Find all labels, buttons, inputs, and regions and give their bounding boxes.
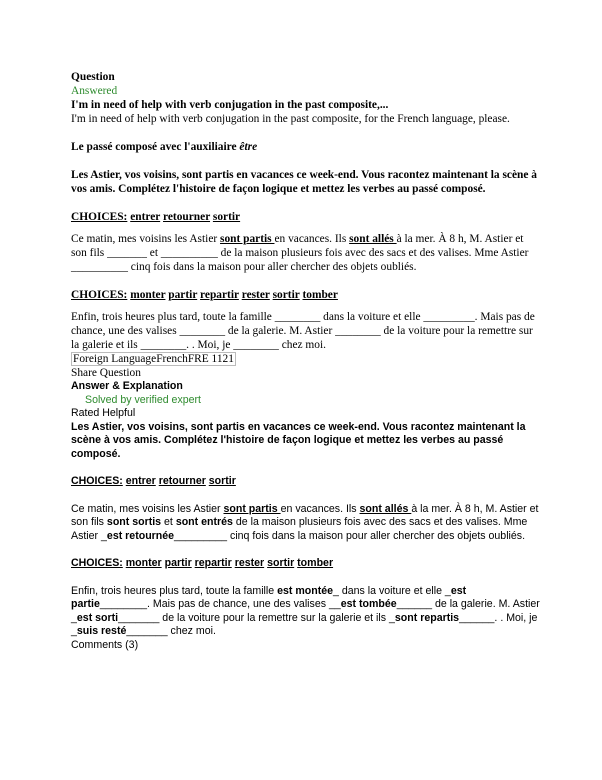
- choices-label: CHOICES:: [71, 289, 128, 301]
- answer-verb: sont repartis: [394, 611, 460, 624]
- text-run: ________. Mais pas de chance, une des valises __: [99, 598, 341, 610]
- choice-word: tomber: [302, 289, 338, 301]
- question-choices-2: [71, 288, 541, 302]
- document-page: [71, 70, 541, 652]
- answered-status: Answered: [71, 85, 118, 97]
- answer-instructions: Les Astier, vos voisins, sont partis en vacances ce week-end. Vous racontez maintenant la scène à vos amis. Complétez l'histoire de façon logique et mettez les verbes au passé composé.: [71, 420, 526, 460]
- question-paragraph-1: [71, 232, 541, 274]
- choice-word: entrer: [125, 475, 156, 487]
- text-run: en vacances. Ils: [274, 233, 350, 245]
- subtitle-emphasis: être: [239, 141, 258, 153]
- answer-heading: Answer & Explanation: [71, 380, 183, 392]
- text-run: sont allés: [349, 233, 397, 245]
- subject-tags-link[interactable]: Foreign LanguageFrenchFRE 1121: [73, 353, 234, 365]
- text-run: _ dans la voiture et elle _: [333, 584, 451, 597]
- answer-verb: est montée: [277, 584, 334, 597]
- choice-word: rester: [241, 289, 270, 301]
- choice-word: sortir: [267, 557, 295, 569]
- question-instructions: Les Astier, vos voisins, sont partis en vacances ce week-end. Vous racontez maintenant la scène à vos amis. Complétez l'histoire de façon logique et mettez les verbes au passé composé.: [71, 169, 537, 195]
- text-run: Ce matin, mes voisins les Astier: [71, 233, 221, 245]
- choice-word: entrer: [130, 211, 161, 223]
- text-run: _______ de la voiture pour la remettre sur la galerie et ils _: [118, 611, 395, 624]
- choice-word: sortir: [212, 211, 241, 223]
- choices-label: CHOICES:: [71, 557, 123, 569]
- text-run: en vacances. Ils: [280, 502, 360, 515]
- text-run: sont partis: [220, 233, 275, 245]
- answer-paragraph-2: [71, 585, 541, 639]
- choice-word: partir: [168, 289, 198, 301]
- choice-word: retourner: [158, 475, 206, 487]
- text-run: Ce matin, mes voisins les Astier: [71, 502, 224, 515]
- question-subtitle: [71, 140, 541, 154]
- answer-verb: est sorti: [76, 611, 119, 624]
- comments-link[interactable]: Comments (3): [71, 638, 139, 651]
- choice-word: sortir: [208, 475, 236, 487]
- answer-verb: sont sortis: [106, 516, 162, 528]
- text-run: _________ cinq fois dans la maison pour aller chercher des objets oubliés.: [174, 529, 526, 542]
- choice-word: partir: [164, 557, 192, 569]
- text-run: à la mer. À 8 h, M. Astier et son fils: [71, 502, 539, 528]
- rated-helpful: Rated Helpful: [71, 407, 136, 419]
- question-paragraph-2: Enfin, trois heures plus tard, toute la famille ________ dans la voiture et elle _________. Mais pas de chance, une des valises ________ de la galerie. M. Astier ________ de la voiture pour la remettre sur la galerie et ils ________. . Moi, je ________ chez moi.: [71, 311, 535, 351]
- share-question-link[interactable]: Share Question: [71, 367, 141, 379]
- question-choices-1: [71, 210, 541, 224]
- text-run: Enfin, trois heures plus tard, toute la famille: [71, 584, 278, 597]
- choice-word: repartir: [194, 557, 232, 569]
- answer-verb: suis resté: [76, 625, 127, 637]
- choice-word: sortir: [272, 289, 300, 301]
- choice-word: tomber: [297, 557, 334, 569]
- subtitle-text: Le passé composé avec l'auxiliaire: [71, 141, 240, 153]
- answer-verb: sont entrés: [175, 516, 233, 528]
- choice-word: repartir: [200, 289, 239, 301]
- question-heading: Question: [71, 71, 115, 83]
- choice-word: monter: [125, 557, 162, 569]
- text-run: ______. . Moi, je _: [71, 611, 538, 637]
- choice-word: retourner: [163, 211, 211, 223]
- text-run: _______ chez moi.: [126, 625, 216, 637]
- answer-verb: est tombée: [340, 598, 397, 610]
- answer-choices-1: [71, 475, 541, 489]
- choices-label: CHOICES:: [71, 475, 123, 487]
- answer-verb: est partie: [71, 584, 467, 610]
- answer-verb: est retournée: [106, 529, 175, 542]
- text-run: sont partis: [223, 502, 281, 515]
- question-body: I'm in need of help with verb conjugation in the past composite, for the French language, please.: [71, 113, 510, 125]
- choice-word: rester: [234, 557, 265, 569]
- text-run: ______ de la galerie. M. Astier _: [71, 598, 540, 624]
- choice-word: monter: [130, 289, 166, 301]
- answer-choices-2: [71, 557, 541, 571]
- text-run: sont allés: [359, 502, 412, 515]
- question-title[interactable]: I'm in need of help with verb conjugation in the past composite,...: [71, 99, 389, 111]
- text-run: de la maison plusieurs fois avec des sacs et des valises. Mme Astier _: [71, 516, 528, 542]
- choices-label: CHOICES:: [71, 211, 128, 223]
- solved-badge: Solved by verified expert: [85, 393, 202, 406]
- text-run: à la mer. À 8 h, M. Astier et son fils _______ et __________ de la maison plusieurs fois avec des sacs et des valises. Mme Astier __________ cinq fois dans la maison pour aller chercher des objets oubliés.: [71, 233, 529, 273]
- text-run: et: [161, 516, 176, 528]
- answer-paragraph-1: [71, 503, 541, 544]
